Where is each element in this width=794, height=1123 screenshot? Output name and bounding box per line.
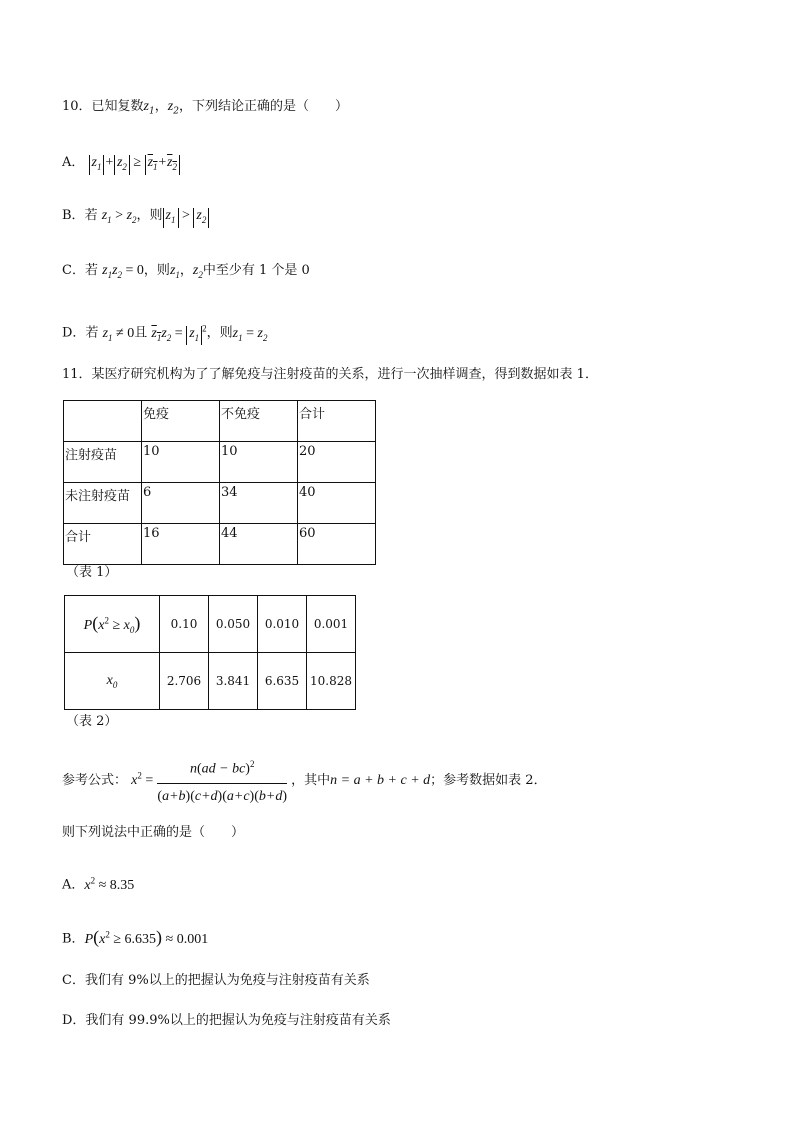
q11-option-c: C．我们有 9%以上的把握认为免疫与注射疫苗有关系 — [62, 973, 370, 988]
table-row — [65, 653, 356, 710]
table-cell: 注射疫苗 — [64, 442, 142, 483]
table-cell: 合计 — [298, 401, 376, 442]
table-cell: 10 — [220, 442, 298, 483]
reference-formula: 参考公式： $x^2$ = $\frac{n(ad - bc)^2}{(a+b)(c+d)(a+c)(b+d)}$ ，其中n = a + b + c + d；参考数据如表 2． — [62, 752, 547, 809]
table-cell: 10 — [142, 442, 220, 483]
table-row — [65, 596, 356, 653]
table-cell: 2.706 — [160, 653, 209, 710]
table-cell: $P(x^2 \ge x_0)$ — [65, 596, 160, 653]
chi-square-fraction: $\frac{n(ad - bc)^2}{(a+b)(c+d)(a+c)(b+d)}$ — [157, 752, 287, 809]
table-1 — [63, 400, 376, 565]
table-cell: 未注射疫苗 — [64, 483, 142, 524]
table-cell: 6 — [142, 483, 220, 524]
table-cell: 34 — [220, 483, 298, 524]
q10-option-b: B．若 $z_1 > z_2$，则 $z_1 > z_2$ — [62, 206, 209, 230]
q10-option-a: A． $z_1 + z_2 \ge z_1+z_2$ — [62, 153, 180, 175]
table-row — [64, 483, 376, 524]
table-cell: 6.635 — [258, 653, 307, 710]
q11-stem: 11．某医疗研究机构为了了解免疫与注射疫苗的关系，进行一次抽样调查，得到数据如表 1． — [62, 367, 598, 382]
table-cell: 3.841 — [209, 653, 258, 710]
q10-stem: 10．已知复数$z_1$，$z_2$，下列结论正确的是（ ） — [62, 99, 348, 117]
table-cell — [64, 401, 142, 442]
table-cell: 44 — [220, 524, 298, 565]
table-cell: 16 — [142, 524, 220, 565]
table-row — [64, 442, 376, 483]
table-cell: 0.001 — [307, 596, 356, 653]
table-cell: 0.10 — [160, 596, 209, 653]
table-row — [64, 524, 376, 565]
table-cell: 0.050 — [209, 596, 258, 653]
q11-option-d: D．我们有 99.9%以上的把握认为免疫与注射疫苗有关系 — [62, 1013, 391, 1028]
table-cell: 20 — [298, 442, 376, 483]
table-1-caption: （表 1） — [66, 565, 118, 580]
q11-option-b: B．$P(x^2 \ge 6.635) \approx 0.001$ — [62, 926, 209, 947]
table-cell: 40 — [298, 483, 376, 524]
table-cell: 60 — [298, 524, 376, 565]
q11-option-a: A．$x^2 \approx 8.35$ — [62, 875, 135, 893]
table-1-header-row — [64, 401, 376, 442]
table-cell: 不免疫 — [220, 401, 298, 442]
table-cell: 10.828 — [307, 653, 356, 710]
table-cell: 合计 — [64, 524, 142, 565]
table-cell: $x_0$ — [65, 653, 160, 710]
table-cell: 免疫 — [142, 401, 220, 442]
table-cell: 0.010 — [258, 596, 307, 653]
q10-option-c: C．若 $z_1z_2 = 0$，则$z_1$，$z_2$中至少有 1 个是 0 — [62, 263, 310, 280]
table-2-caption: （表 2） — [66, 714, 118, 729]
q11-question: 则下列说法中正确的是（ ） — [62, 825, 245, 840]
table-2 — [64, 595, 356, 710]
q10-option-d: D．若 $z_1 \ne 0$且 $z_1z_2 = z_1^2$，则$z_1 = z_2$ — [62, 318, 267, 347]
